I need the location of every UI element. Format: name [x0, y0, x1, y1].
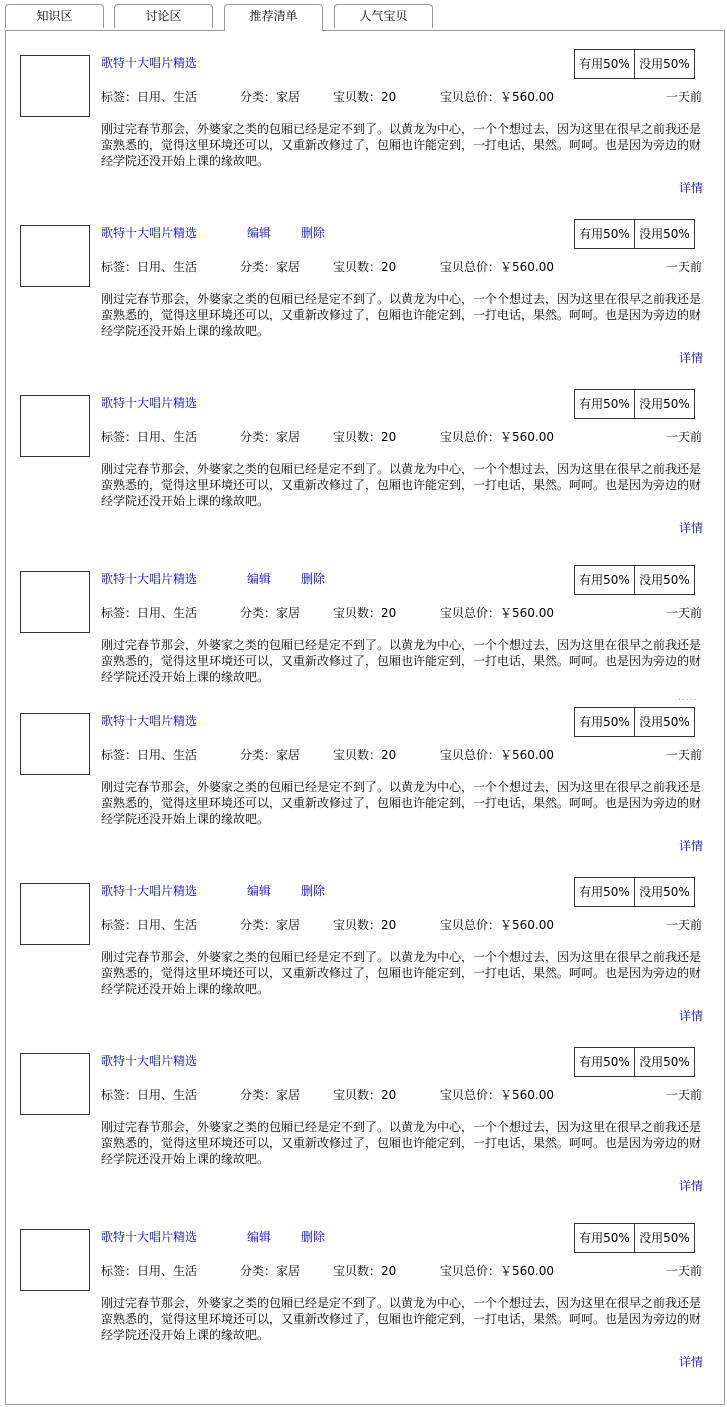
- item-title-link[interactable]: 歌特十大唱片精选: [101, 714, 198, 728]
- list-item: [6, 1047, 726, 1197]
- item-count: 宝贝数：20: [333, 1088, 397, 1102]
- useless-button[interactable]: 没用50%: [639, 573, 690, 587]
- item-total-price: 宝贝总价：￥560.00: [440, 260, 554, 274]
- delete-link[interactable]: 删除: [301, 572, 326, 586]
- item-thumbnail[interactable]: [20, 571, 90, 633]
- item-description: 刚过完春节那会，外婆家之类的包厢已经是定不到了。以黄龙为中心，一个个想过去，因为这里在很早之前我还是蛮熟悉的，觉得这里环境还可以，又重新改修过了，包厢也许能定到，一打电话，果然。呵呵。也是因为旁边的财经学院还没开始上课的缘故吧。: [101, 462, 702, 508]
- vote-box: [574, 565, 695, 595]
- item-description: 刚过完春节那会，外婆家之类的包厢已经是定不到了。以黄龙为中心，一个个想过去，因为这里在很早之前我还是蛮熟悉的，觉得这里环境还可以，又重新改修过了，包厢也许能定到，一打电话，果然。呵呵。也是因为旁边的财经学院还没开始上课的缘故吧。: [101, 292, 702, 338]
- item-thumbnail[interactable]: [20, 1229, 90, 1291]
- tab-discussion[interactable]: 讨论区: [114, 4, 213, 28]
- item-total-price: 宝贝总价：￥560.00: [440, 606, 554, 620]
- list-item: [6, 877, 726, 1027]
- item-thumbnail[interactable]: [20, 883, 90, 945]
- item-category: 分类：家居: [240, 430, 301, 444]
- item-thumbnail[interactable]: [20, 55, 90, 117]
- more-ellipsis: .....: [678, 693, 698, 703]
- useless-button[interactable]: 没用50%: [639, 885, 690, 899]
- item-tags: 标签：日用、生活: [101, 748, 198, 762]
- list-item: [6, 707, 726, 857]
- vote-box: [574, 707, 695, 737]
- item-tags: 标签：日用、生活: [101, 90, 198, 104]
- item-tags: 标签：日用、生活: [101, 918, 198, 932]
- item-count: 宝贝数：20: [333, 90, 397, 104]
- item-category: 分类：家居: [240, 606, 301, 620]
- item-count: 宝贝数：20: [333, 1264, 397, 1278]
- item-category: 分类：家居: [240, 918, 301, 932]
- useless-button[interactable]: 没用50%: [639, 57, 690, 71]
- item-count: 宝贝数：20: [333, 430, 397, 444]
- item-count: 宝贝数：20: [333, 918, 397, 932]
- item-time: 一天前: [666, 918, 703, 932]
- vote-box: [574, 1223, 695, 1253]
- item-title-link[interactable]: 歌特十大唱片精选: [101, 396, 198, 410]
- item-thumbnail[interactable]: [20, 713, 90, 775]
- detail-link[interactable]: 详情: [679, 521, 704, 535]
- item-time: 一天前: [666, 260, 703, 274]
- item-title-link[interactable]: 歌特十大唱片精选: [101, 884, 198, 898]
- item-tags: 标签：日用、生活: [101, 1088, 198, 1102]
- item-total-price: 宝贝总价：￥560.00: [440, 1088, 554, 1102]
- useful-button[interactable]: 有用50%: [575, 566, 635, 594]
- useful-button[interactable]: 有用50%: [575, 220, 635, 248]
- item-title-link[interactable]: 歌特十大唱片精选: [101, 1230, 198, 1244]
- item-description: 刚过完春节那会，外婆家之类的包厢已经是定不到了。以黄龙为中心，一个个想过去，因为这里在很早之前我还是蛮熟悉的，觉得这里环境还可以，又重新改修过了，包厢也许能定到，一打电话，果然。呵呵。也是因为旁边的财经学院还没开始上课的缘故吧。: [101, 950, 702, 996]
- vote-box: [574, 49, 695, 79]
- item-thumbnail[interactable]: [20, 395, 90, 457]
- useless-button[interactable]: 没用50%: [639, 1055, 690, 1069]
- item-count: 宝贝数：20: [333, 606, 397, 620]
- useful-button[interactable]: 有用50%: [575, 708, 635, 736]
- item-description: 刚过完春节那会，外婆家之类的包厢已经是定不到了。以黄龙为中心，一个个想过去，因为这里在很早之前我还是蛮熟悉的，觉得这里环境还可以，又重新改修过了，包厢也许能定到，一打电话，果然。呵呵。也是因为旁边的财经学院还没开始上课的缘故吧。: [101, 122, 702, 168]
- vote-box: [574, 877, 695, 907]
- item-category: 分类：家居: [240, 90, 301, 104]
- item-title-link[interactable]: 歌特十大唱片精选: [101, 226, 198, 240]
- item-title-link[interactable]: 歌特十大唱片精选: [101, 572, 198, 586]
- detail-link[interactable]: 详情: [679, 839, 704, 853]
- tab-bar: [0, 0, 727, 30]
- detail-link[interactable]: 详情: [679, 351, 704, 365]
- item-category: 分类：家居: [240, 1088, 301, 1102]
- list-item: [6, 49, 726, 199]
- list-item: [6, 389, 726, 539]
- item-time: 一天前: [666, 1264, 703, 1278]
- useless-button[interactable]: 没用50%: [639, 715, 690, 729]
- item-count: 宝贝数：20: [333, 260, 397, 274]
- edit-link[interactable]: 编辑: [247, 226, 272, 240]
- item-category: 分类：家居: [240, 260, 301, 274]
- item-thumbnail[interactable]: [20, 225, 90, 287]
- useless-button[interactable]: 没用50%: [639, 227, 690, 241]
- detail-link[interactable]: 详情: [679, 181, 704, 195]
- useful-button[interactable]: 有用50%: [575, 878, 635, 906]
- item-tags: 标签：日用、生活: [101, 260, 198, 274]
- list-panel: [5, 30, 725, 1405]
- item-total-price: 宝贝总价：￥560.00: [440, 918, 554, 932]
- detail-link[interactable]: 详情: [679, 1355, 704, 1369]
- item-tags: 标签：日用、生活: [101, 606, 198, 620]
- item-thumbnail[interactable]: [20, 1053, 90, 1115]
- vote-box: [574, 389, 695, 419]
- edit-link[interactable]: 编辑: [247, 1230, 272, 1244]
- item-total-price: 宝贝总价：￥560.00: [440, 748, 554, 762]
- item-time: 一天前: [666, 1088, 703, 1102]
- item-time: 一天前: [666, 430, 703, 444]
- item-total-price: 宝贝总价：￥560.00: [440, 430, 554, 444]
- tab-knowledge[interactable]: 知识区: [5, 4, 104, 28]
- useless-button[interactable]: 没用50%: [639, 1231, 690, 1245]
- list-item: [6, 565, 726, 715]
- useful-button[interactable]: 有用50%: [575, 1224, 635, 1252]
- item-time: 一天前: [666, 748, 703, 762]
- item-time: 一天前: [666, 606, 703, 620]
- useful-button[interactable]: 有用50%: [575, 1048, 635, 1076]
- list-item: [6, 1223, 726, 1373]
- edit-link[interactable]: 编辑: [247, 572, 272, 586]
- delete-link[interactable]: 删除: [301, 226, 326, 240]
- edit-link[interactable]: 编辑: [247, 884, 272, 898]
- item-description: 刚过完春节那会，外婆家之类的包厢已经是定不到了。以黄龙为中心，一个个想过去，因为这里在很早之前我还是蛮熟悉的，觉得这里环境还可以，又重新改修过了，包厢也许能定到，一打电话，果然。呵呵。也是因为旁边的财经学院还没开始上课的缘故吧。: [101, 638, 702, 684]
- item-category: 分类：家居: [240, 1264, 301, 1278]
- item-total-price: 宝贝总价：￥560.00: [440, 1264, 554, 1278]
- item-title-link[interactable]: 歌特十大唱片精选: [101, 1054, 198, 1068]
- delete-link[interactable]: 删除: [301, 884, 326, 898]
- item-time: 一天前: [666, 90, 703, 104]
- useful-button[interactable]: 有用50%: [575, 50, 635, 78]
- useless-button[interactable]: 没用50%: [639, 397, 690, 411]
- item-category: 分类：家居: [240, 748, 301, 762]
- detail-link[interactable]: 详情: [679, 1179, 704, 1193]
- item-description: 刚过完春节那会，外婆家之类的包厢已经是定不到了。以黄龙为中心，一个个想过去，因为这里在很早之前我还是蛮熟悉的，觉得这里环境还可以，又重新改修过了，包厢也许能定到，一打电话，果然。呵呵。也是因为旁边的财经学院还没开始上课的缘故吧。: [101, 1120, 702, 1166]
- item-description: 刚过完春节那会，外婆家之类的包厢已经是定不到了。以黄龙为中心，一个个想过去，因为这里在很早之前我还是蛮熟悉的，觉得这里环境还可以，又重新改修过了，包厢也许能定到，一打电话，果然。呵呵。也是因为旁边的财经学院还没开始上课的缘故吧。: [101, 1296, 702, 1342]
- delete-link[interactable]: 删除: [301, 1230, 326, 1244]
- item-description: 刚过完春节那会，外婆家之类的包厢已经是定不到了。以黄龙为中心，一个个想过去，因为这里在很早之前我还是蛮熟悉的，觉得这里环境还可以，又重新改修过了，包厢也许能定到，一打电话，果然。呵呵。也是因为旁边的财经学院还没开始上课的缘故吧。: [101, 780, 702, 826]
- tab-recommended-list[interactable]: 推荐清单: [224, 4, 323, 31]
- useful-button[interactable]: 有用50%: [575, 390, 635, 418]
- detail-link[interactable]: 详情: [679, 1009, 704, 1023]
- item-total-price: 宝贝总价：￥560.00: [440, 90, 554, 104]
- vote-box: [574, 1047, 695, 1077]
- item-count: 宝贝数：20: [333, 748, 397, 762]
- item-tags: 标签：日用、生活: [101, 1264, 198, 1278]
- vote-box: [574, 219, 695, 249]
- list-item: [6, 219, 726, 369]
- item-title-link[interactable]: 歌特十大唱片精选: [101, 56, 198, 70]
- tab-popular-items[interactable]: 人气宝贝: [334, 4, 433, 28]
- item-tags: 标签：日用、生活: [101, 430, 198, 444]
